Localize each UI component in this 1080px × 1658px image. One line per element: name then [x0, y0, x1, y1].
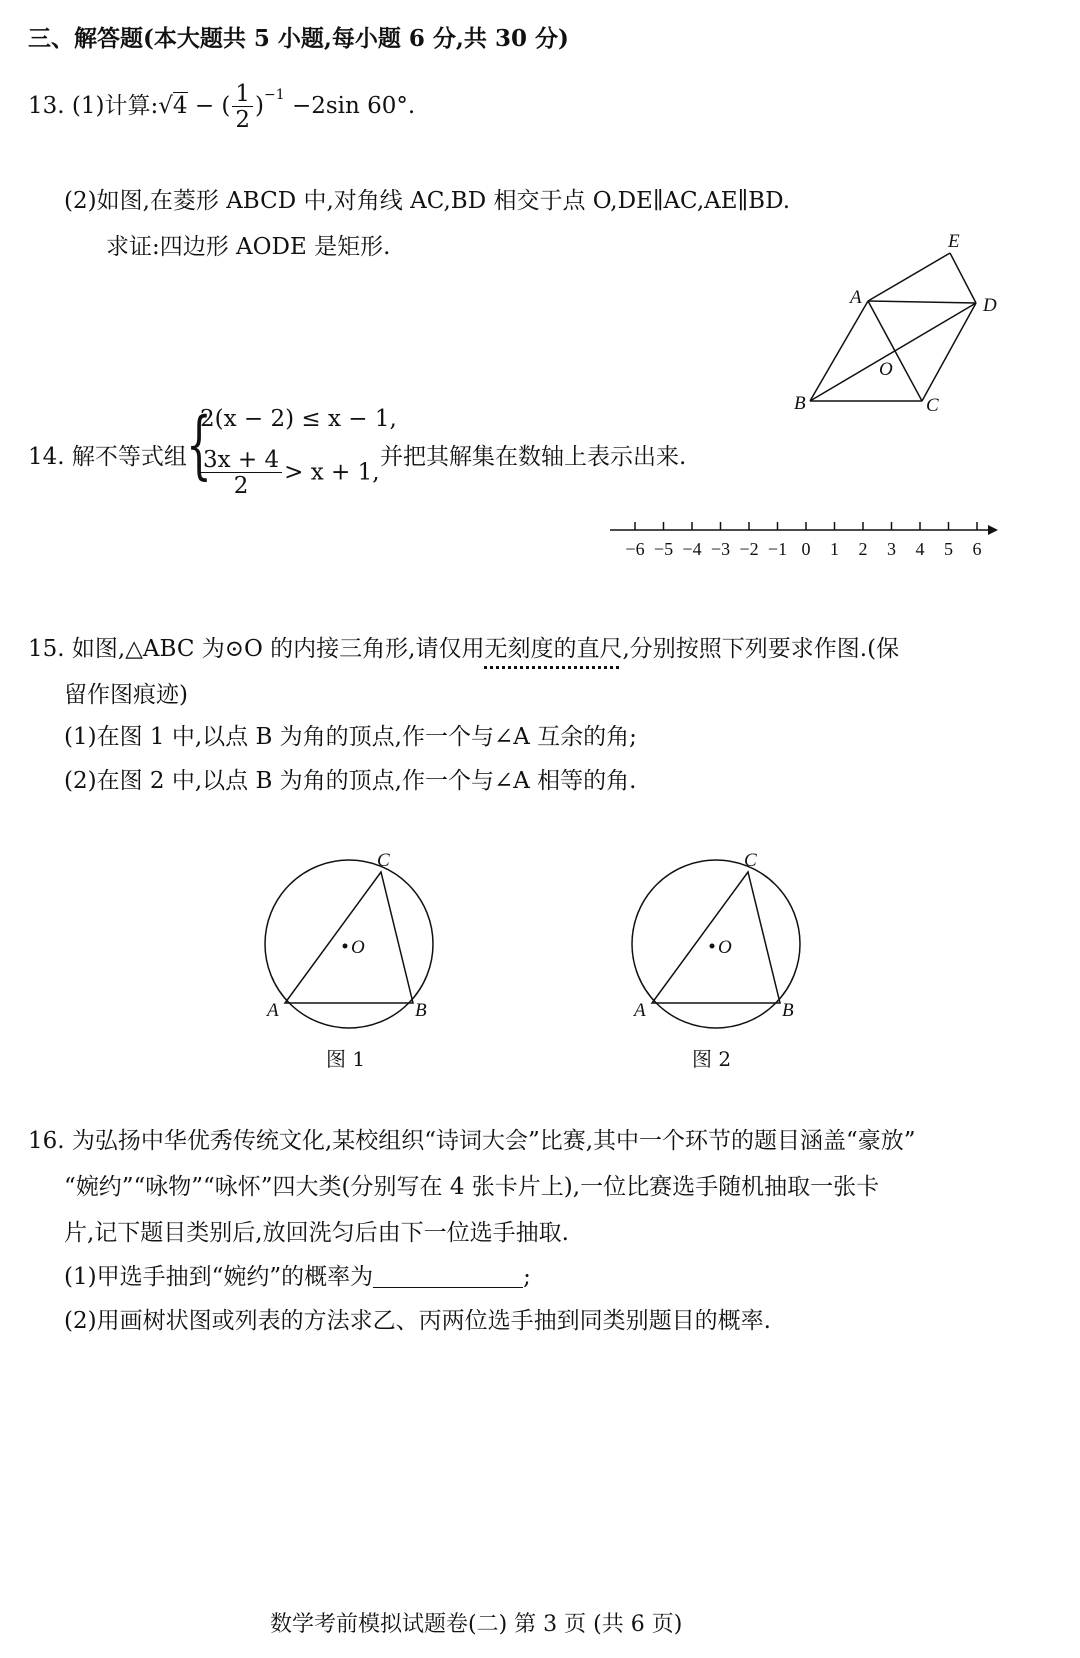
- axis-tick-label: −5: [653, 539, 674, 559]
- segment-AE: [868, 253, 950, 301]
- label-A: A: [634, 1000, 646, 1021]
- segment-CD: [922, 303, 976, 401]
- label-C: C: [926, 395, 939, 416]
- label-O: O: [718, 937, 732, 958]
- triangle-ABC: [285, 872, 413, 1003]
- q15-line1-b: ,分别按照下列要求作图.(保: [622, 636, 900, 662]
- q15-part1: (1)在图 1 中,以点 B 为角的顶点,作一个与∠A 互余的角;: [64, 724, 637, 750]
- axis-tick-label: 0: [801, 539, 811, 559]
- section-title: 三、解答题(本大题共 5 小题,每小题 6 分,共 30 分): [28, 25, 569, 52]
- triangle-ABC: [652, 872, 780, 1003]
- center-point: [710, 944, 715, 949]
- q14-prefix: 14. 解不等式组: [28, 444, 187, 470]
- ineq2-fraction: [200, 448, 282, 499]
- fraction-num: 1: [232, 82, 253, 107]
- q15-line1-a: 15. 如图,△ABC 为⊙O 的内接三角形,请仅用: [28, 636, 485, 662]
- ineq2-den: 2: [233, 473, 249, 499]
- segment-ED: [950, 253, 976, 303]
- center-point: [343, 944, 348, 949]
- fig2-caption: 图 2: [692, 1047, 732, 1071]
- figure-2: [622, 848, 822, 1033]
- q13-p1-tail: −2sin 60°.: [284, 93, 416, 119]
- rhombus-figure: [780, 225, 1040, 425]
- label-B: B: [415, 1000, 427, 1021]
- number-line: [600, 515, 1010, 565]
- label-A: A: [850, 287, 862, 308]
- q16-part1-b: ;: [523, 1264, 531, 1290]
- sqrt-sign: √: [158, 93, 173, 119]
- axis-tick-label: −4: [682, 539, 702, 559]
- diagonal-BD: [810, 303, 976, 401]
- label-O: O: [351, 937, 365, 958]
- axis-tick-label: −6: [625, 539, 645, 559]
- label-C: C: [377, 850, 390, 871]
- sqrt-arg: 4: [172, 93, 188, 119]
- axis-tick-label: 4: [915, 539, 925, 559]
- ineq2-tail: > x + 1,: [284, 459, 380, 486]
- axis-tick-label: 1: [830, 539, 839, 559]
- axis-tick-label: 5: [944, 539, 953, 559]
- q16-line2: “婉约”“咏物”“咏怀”四大类(分别写在 4 张卡片上),一位比赛选手随机抽取一张卡: [64, 1174, 880, 1200]
- axis-tick-label: 2: [858, 539, 868, 559]
- figure-1: [255, 848, 455, 1033]
- q16-line1: 16. 为弘扬中华优秀传统文化,某校组织“诗词大会”比赛,其中一个环节的题目涵盖“豪放”: [28, 1128, 916, 1154]
- label-D: D: [983, 295, 997, 316]
- q13-part2-line1: (2)如图,在菱形 ABCD 中,对角线 AC,BD 相交于点 O,DE∥AC,AE∥BD.: [64, 188, 791, 214]
- axis-arrow-icon: [988, 525, 998, 535]
- close-paren: ): [255, 93, 265, 119]
- q16-part2: (2)用画树状图或列表的方法求乙、丙两位选手抽到同类别题目的概率.: [64, 1308, 771, 1334]
- q14-inequality-2: [198, 448, 380, 499]
- q13-part2-line2: 求证:四边形 AODE 是矩形.: [106, 234, 391, 260]
- axis-tick-label: −2: [739, 539, 759, 559]
- label-E: E: [948, 231, 960, 252]
- q14-suffix: 并把其解集在数轴上表示出来.: [380, 444, 687, 470]
- q14-inequality-1: 2(x − 2) ≤ x − 1,: [200, 406, 397, 432]
- q15-line2: 留作图痕迹): [64, 682, 188, 708]
- axis-tick-label: 3: [887, 539, 896, 559]
- q13-minus: − (: [187, 93, 231, 119]
- page-footer: 数学考前模拟试题卷(二) 第 3 页 (共 6 页): [270, 1612, 683, 1637]
- fraction-den: 2: [235, 106, 251, 133]
- label-B: B: [782, 1000, 794, 1021]
- q15-line1: [28, 634, 899, 664]
- fig1-caption: 图 1: [326, 1047, 366, 1071]
- left-brace: {: [186, 402, 212, 488]
- q16-line3: 片,记下题目类别后,放回洗匀后由下一位选手抽取.: [64, 1220, 569, 1246]
- label-C: C: [744, 850, 757, 871]
- label-B: B: [794, 393, 806, 414]
- q16-part1: [64, 1262, 531, 1292]
- answer-blank[interactable]: [373, 1265, 523, 1288]
- label-O: O: [879, 359, 893, 380]
- axis-tick-label: −1: [767, 539, 788, 559]
- q15-part2: (2)在图 2 中,以点 B 为角的顶点,作一个与∠A 相等的角.: [64, 768, 637, 794]
- segment-AB: [810, 301, 868, 401]
- fraction: [232, 82, 253, 133]
- axis-tick-label: 6: [972, 539, 982, 559]
- exponent: −1: [264, 87, 285, 103]
- axis-tick-label: −3: [710, 539, 731, 559]
- label-A: A: [267, 1000, 279, 1021]
- q15-emphasis: 无刻度的直尺: [484, 636, 623, 662]
- q13-p1-prefix: 13. (1)计算:: [28, 93, 159, 119]
- q13-part1: [28, 80, 415, 133]
- segment-AD: [868, 301, 976, 303]
- q16-part1-a: (1)甲选手抽到“婉约”的概率为: [64, 1264, 374, 1290]
- ineq2-num: 3x + 4: [200, 448, 282, 473]
